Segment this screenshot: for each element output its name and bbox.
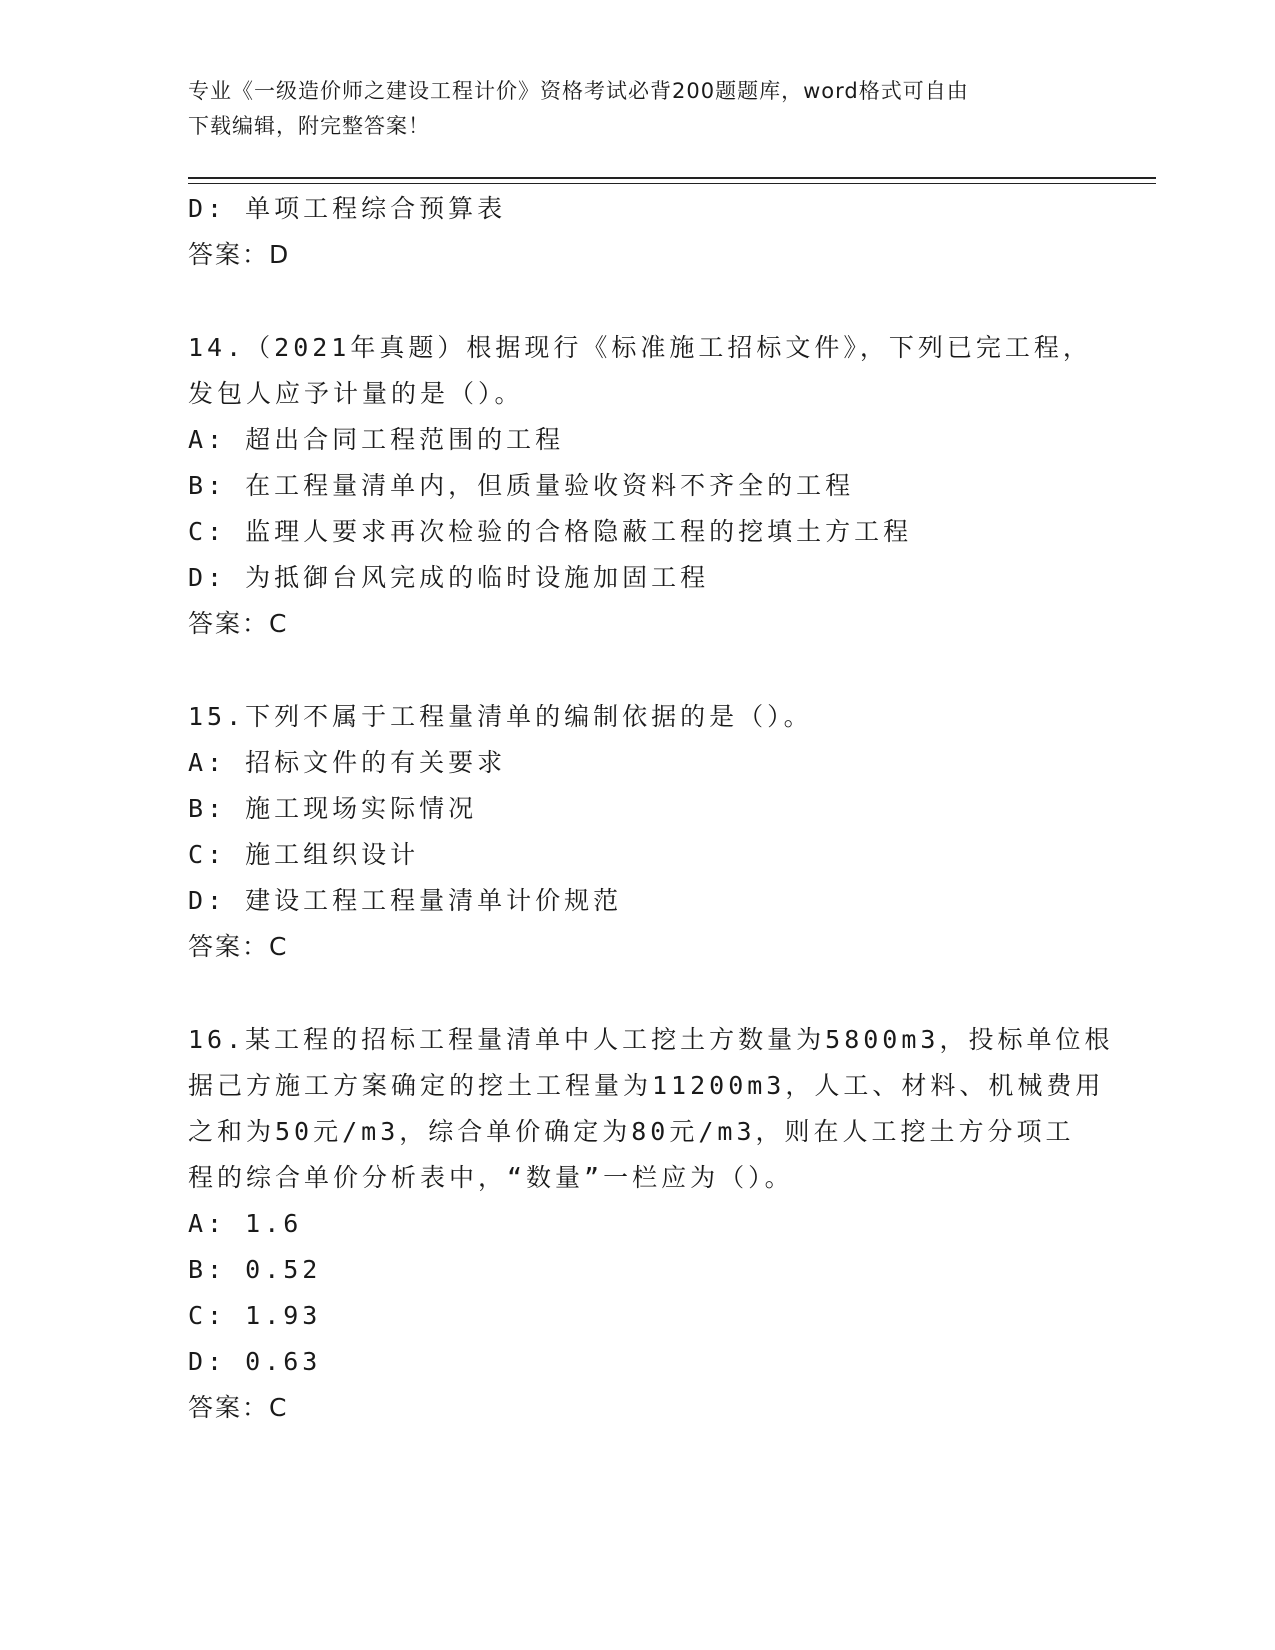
header-line-1: 专业《一级造价师之建设工程计价》资格考试必背200题题库，word格式可自由 xyxy=(188,79,969,103)
option-b: B: 0.52 xyxy=(188,1255,322,1284)
answer-line: 答案：C xyxy=(188,609,289,638)
option-d: D: 建设工程工程量清单计价规范 xyxy=(188,886,623,915)
answer-line: 答案：D xyxy=(188,240,291,269)
question-15 xyxy=(188,694,1088,970)
question-14 xyxy=(188,325,1092,647)
answer-line: 答案：C xyxy=(188,932,289,961)
document-body xyxy=(188,186,1114,1431)
spacer xyxy=(188,647,1088,694)
question-stem-line: 据己方施工方案确定的挖土工程量为11200m3，人工、材料、机械费用 xyxy=(188,1071,1105,1100)
option-b: B: 在工程量清单内，但质量验收资料不齐全的工程 xyxy=(188,471,855,500)
header-divider-thin xyxy=(188,183,1156,184)
question-stem-line: 发包人应予计量的是（）。 xyxy=(188,379,524,408)
option-d: D: 0.63 xyxy=(188,1347,322,1376)
option-a: A: 1.6 xyxy=(188,1209,303,1238)
answer-line: 答案：C xyxy=(188,1393,289,1422)
option-d: D: 为抵御台风完成的临时设施加固工程 xyxy=(188,563,710,592)
question-stem-line: 之和为50元/m3，综合单价确定为80元/m3，则在人工挖土方分项工 xyxy=(188,1117,1075,1146)
option-a: A: 招标文件的有关要求 xyxy=(188,748,507,777)
option-c: C: 1.93 xyxy=(188,1301,322,1330)
spacer xyxy=(188,278,1088,325)
spacer xyxy=(188,970,1088,1017)
option-c: C: 施工组织设计 xyxy=(188,840,420,869)
question-stem-line: 15.下列不属于工程量清单的编制依据的是（）。 xyxy=(188,702,813,731)
option-a: A: 超出合同工程范围的工程 xyxy=(188,425,565,454)
page-header xyxy=(188,74,1068,144)
option-c: C: 监理人要求再次检验的合格隐蔽工程的挖填土方工程 xyxy=(188,517,913,546)
question-stem-line: 16.某工程的招标工程量清单中人工挖土方数量为5800m3，投标单位根 xyxy=(188,1025,1114,1054)
question-stem-line: 程的综合单价分析表中，“数量”一栏应为（）。 xyxy=(188,1163,794,1192)
header-line-2: 下载编辑，附完整答案！ xyxy=(188,114,430,138)
option-d: D: 单项工程综合预算表 xyxy=(188,194,507,223)
option-b: B: 施工现场实际情况 xyxy=(188,794,478,823)
header-divider-thick xyxy=(188,177,1156,179)
question-stem-line: 14.（2021年真题）根据现行《标准施工招标文件》，下列已完工程， xyxy=(188,333,1092,362)
question-13-tail xyxy=(188,186,1088,278)
question-16 xyxy=(188,1017,1114,1431)
